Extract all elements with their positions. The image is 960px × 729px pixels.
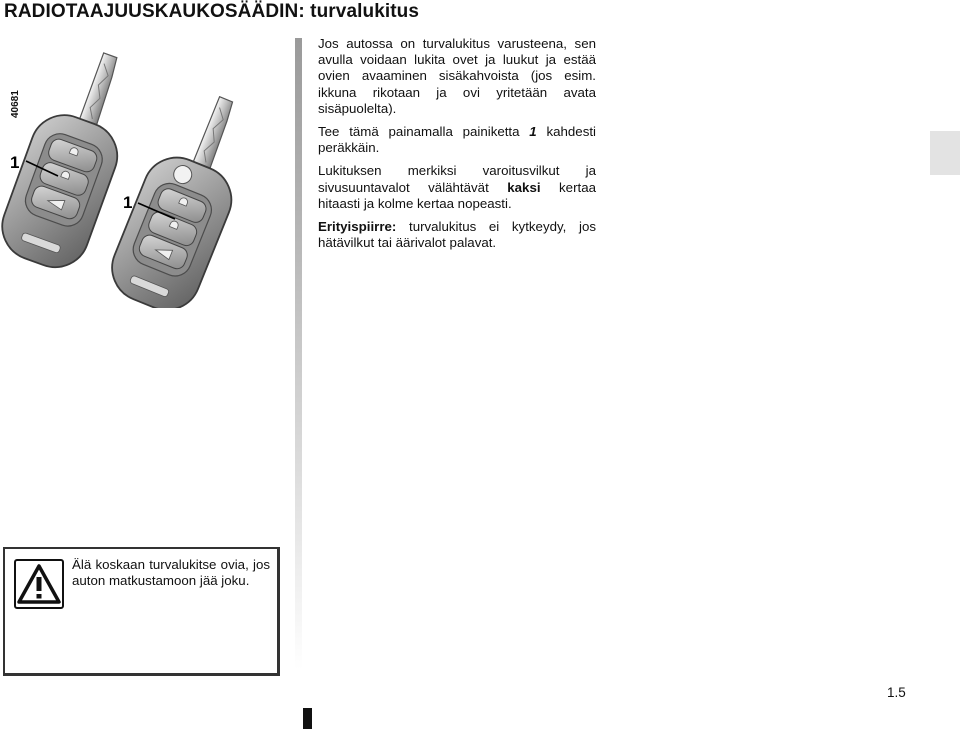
note-text: turvalukitus ei kytkeydy, jos hätävilkut tai äärivalot palavat.: [318, 219, 596, 251]
paragraph-intro: Jos autossa on turvalukitus varusteena, sen avulla voidaan lukita ovet ja luukut ja estää ovien avaaminen sisäkahvoista (jos esim. ikkuna rikotaan ja ovi yritetään avata sisäpuolelta).: [318, 36, 596, 116]
signal-text: Lukituksen merkiksi varoitusvilkut ja sivusuuntavalot välähtävät: [318, 163, 596, 195]
right-callout-label: 1: [123, 193, 133, 212]
key-fobs-drawing: [0, 38, 290, 308]
instruction-text: Tee tämä painamalla painiketta: [318, 124, 530, 140]
paragraph-note: [318, 219, 596, 251]
note-label: Erityispiirre:: [318, 219, 397, 235]
page-title: RADIOTAAJUUSKAUKOSÄÄDIN: turvalukitus: [4, 1, 420, 22]
figure-code: 40681: [10, 90, 21, 118]
warning-box: [3, 547, 280, 676]
page-number: 1.5: [887, 685, 906, 700]
button-reference: 1: [529, 124, 537, 140]
paragraph-instruction: [318, 124, 596, 156]
instruction-text-end: kahdesti peräkkäin.: [318, 124, 596, 156]
warning-text: Älä koskaan turvalukitse ovia, jos auton matkustamoon jää joku.: [72, 557, 270, 589]
side-tab-marker: [930, 131, 960, 175]
section-end-marker: [303, 708, 312, 729]
body-text: [318, 36, 596, 258]
left-callout-label: 1: [10, 153, 20, 172]
paragraph-signal: [318, 163, 596, 212]
left-key-blade: [79, 53, 121, 127]
key-fob-illustration: [0, 38, 290, 308]
column-divider: [295, 38, 302, 670]
signal-text-end: kertaa hitaasti ja kolme kertaa nopeasti.: [318, 179, 596, 211]
right-key-blade: [193, 97, 237, 171]
signal-emphasis: kaksi: [507, 179, 541, 195]
warning-triangle-icon: [14, 559, 64, 609]
